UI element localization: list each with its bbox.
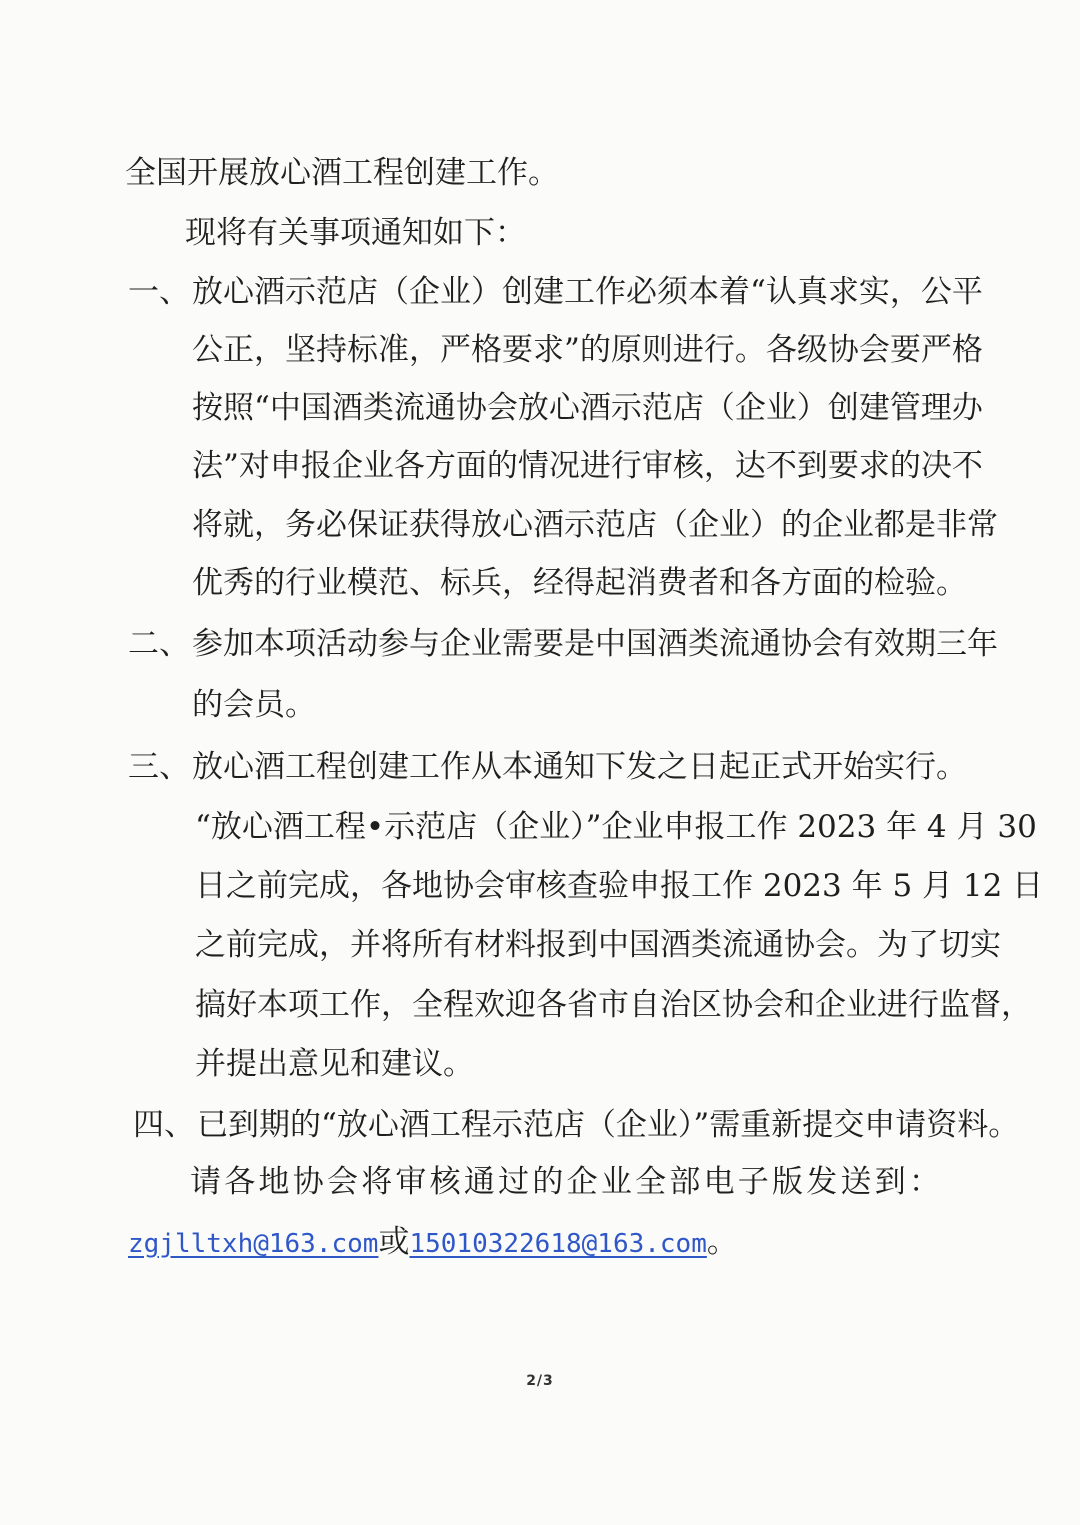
- paragraph-line: 已到期的“放心酒工程示范店（企业）”需重新提交申请资料。: [197, 1107, 1020, 1143]
- list-marker-4: 四、: [133, 1107, 195, 1143]
- paragraph-line: 优秀的行业模范、标兵，经得起消费者和各方面的检验。: [192, 565, 967, 601]
- paragraph-line: 放心酒示范店（企业）创建工作必须本着“认真求实，公平: [192, 274, 983, 310]
- paragraph-line: 请各地协会将审核通过的企业全部电子版发送到：: [190, 1164, 940, 1200]
- paragraph-line: 全国开展放心酒工程创建工作。: [125, 155, 559, 191]
- paragraph-line: 现将有关事项通知如下：: [185, 215, 526, 251]
- list-marker-3: 三、: [128, 749, 190, 785]
- list-marker-2: 二、: [128, 626, 190, 662]
- email-separator: 或: [378, 1224, 410, 1260]
- email-line: [128, 1222, 738, 1264]
- paragraph-line: 之前完成，并将所有材料报到中国酒类流通协会。为了切实: [195, 927, 1001, 963]
- email-line-end: 。: [706, 1224, 738, 1260]
- paragraph-line: 按照“中国酒类流通协会放心酒示范店（企业）创建管理办: [192, 390, 983, 426]
- paragraph-line: 公正，坚持标准，严格要求”的原则进行。各级协会要严格: [192, 332, 983, 368]
- paragraph-line: “放心酒工程•示范店（企业）”企业申报工作 2023 年 4 月 30: [195, 809, 1037, 845]
- paragraph-line: 并提出意见和建议。: [195, 1046, 474, 1082]
- list-marker-1: 一、: [128, 274, 190, 310]
- page-number: 2/3: [526, 1373, 554, 1389]
- paragraph-line: 参加本项活动参与企业需要是中国酒类流通协会有效期三年: [192, 626, 998, 662]
- paragraph-line: 放心酒工程创建工作从本通知下发之日起正式开始实行。: [192, 749, 967, 785]
- paragraph-line: 将就，务必保证获得放心酒示范店（企业）的企业都是非常: [192, 507, 998, 543]
- paragraph-line: 日之前完成，各地协会审核查验申报工作 2023 年 5 月 12 日: [195, 868, 1044, 904]
- paragraph-line: 的会员。: [192, 687, 316, 723]
- paragraph-line: 法”对申报企业各方面的情况进行审核，达不到要求的决不: [192, 448, 983, 484]
- paragraph-line: 搞好本项工作，全程欢迎各省市自治区协会和企业进行监督，: [195, 987, 1032, 1023]
- email-link-2[interactable]: 15010322618@163.com: [409, 1229, 707, 1259]
- email-link-1[interactable]: zgjlltxh@163.com: [128, 1229, 379, 1259]
